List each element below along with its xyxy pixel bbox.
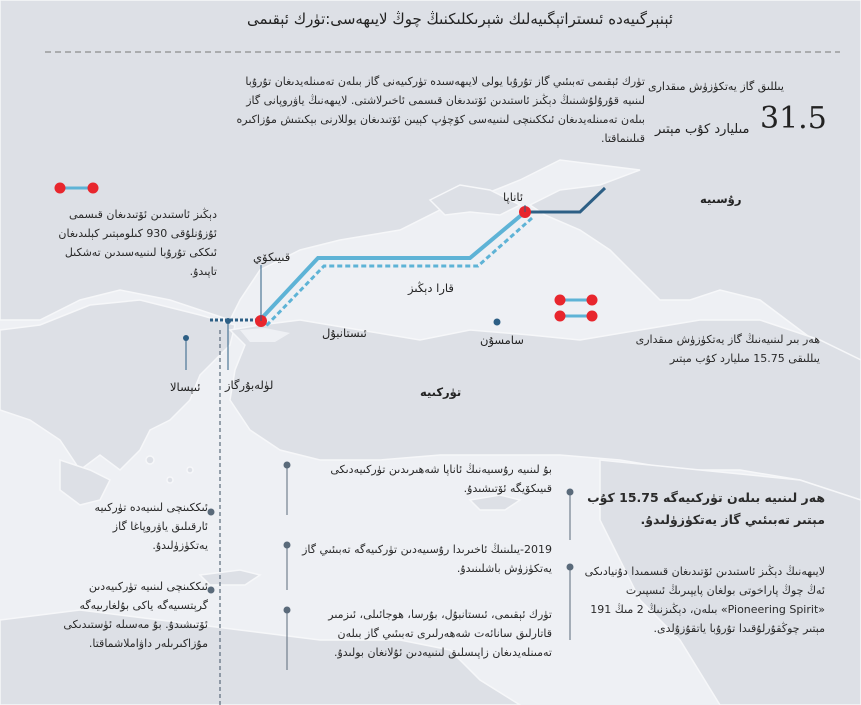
note-left-2: ئىككىنچى لىنىيە تۈركىيەدىن گرېتسىيەگە ياكى بۇلغارىيەگە ئۆتىشىدۇ. بۇ مەسىلە ئۈستىدىكى مۇزاكىرىلەر داۋاملاشماقتا. bbox=[63, 580, 208, 650]
place-ipsala: ئىپسالا bbox=[170, 380, 201, 394]
annual-value: 31.5 bbox=[760, 101, 827, 136]
marker-samsun bbox=[494, 319, 501, 326]
intro-text: تۈرك ئېقىمى تەبىئىي گاز تۇرۇبا يولى لايىھەسىدە تۈركىيەنى گاز بىلەن تەمىنلەيدىغان تۇرۇبا لىنىيە قۇرۇلۇشىنىڭ دېڭىز ئاستىدىن ئۆتىدىغان قىسمى ئاخىرلاشتى. لايىھەنىڭ ياۋروپانى گاز بىلەن تەمىنلەيدىغان ئىككىنچى لىنىيەسى كۆچۈپ كېيىن ئۆتىدىغان يوللارنى بېكىتىش مۇزاكىرە قىلىنماقتا. bbox=[236, 75, 645, 145]
note-right-2: لايىھەنىڭ دېڭىز ئاستىدىن ئۆتىدىغان قىسمىدا دۇنيادىكى ئەڭ چوڭ پاراخوتى بولغان پايپىرىڭ ئىسپىرت «Pioneering Spirit» بىلەن، دېڭىزنىڭ 2 مىڭ 191 مېتىر چوڭقۇرلۇقىدا تۇرۇبا ياتقۇزۇلدى. bbox=[584, 565, 825, 635]
note-mid-1: بۇ لىنىيە رۇسىيەنىڭ ئاناپا شەھىرىدىن تۈركىيەدىكى قىيىكۆيگە ئۆتىشىدۇ. bbox=[330, 463, 552, 495]
land-crete bbox=[200, 570, 260, 585]
page-title: ئېنېرگىيەدە ئىستراتېگىيەلىك شېرىكلىكنىڭ چوڭ لايىھەسى:تۈرك ئېقىمى bbox=[246, 10, 674, 28]
place-luleburgaz: لۈلەبۇرگاز bbox=[225, 378, 274, 392]
note-mid-3: تۈرك ئېقىمى، ئىستانبۇل، بۇرسا، ھوجائىلى، ئىزمىر قاتارلىق سانائەت شەھەرلىرى تەبىئىي گاز بىلەن تەمىنلەيدىغان زاپىسلىق لىنىيەدىن ئۇلانغان بولىدۇ. bbox=[328, 608, 552, 659]
note-right-1: ھەر لىنىيە بىلەن تۈركىيەگە 15.75 كۇب مېتىر تەبىئىي گاز يەتكۈزۈلىدۇ. bbox=[587, 490, 825, 527]
annual-label: يىللىق گاز يەتكۈزۈش مىقدارى bbox=[648, 80, 784, 93]
place-russia: رۇسىيە bbox=[700, 192, 742, 206]
place-istanbul: ئىستانبۇل bbox=[322, 326, 367, 340]
place-anapa: ئاناپا bbox=[503, 190, 524, 204]
legend-pipeline-text: دېڭىز ئاستىدىن ئۆتىدىغان قىسمى ئۇزۇنلۇقى 930 كىلومېتىر كېلىدىغان ئىككى تۇرۇبا لىنىيەسىدىن تەشكىل تاپىدۇ. bbox=[58, 208, 217, 278]
place-kiyikoy: قىيىكۆي bbox=[253, 250, 291, 264]
note-mid-2: 2019-يىلىنىڭ ئاخىرىدا رۇسىيەدىن تۈركىيەگە تەبىئىي گاز يەتكۈزۈش باشلىنىدۇ. bbox=[302, 543, 552, 575]
annual-unit: مىليارد كۇب مېتىر bbox=[655, 122, 750, 137]
note-left-1: ئىككىنچى لىنىيەدە تۈركىيە ئارقىلىق ياۋروپاغا گاز يەتكۈزۈلىدۇ. bbox=[94, 501, 208, 552]
place-turkey: تۈركىيە bbox=[420, 385, 462, 399]
place-black-sea: قارا دېڭىز bbox=[408, 281, 454, 295]
legend-line-text: ھەر بىر لىنىيەنىڭ گاز يەتكۈزۈش مىقدارى يىللىقى 15.75 مىليارد كۇب مېتىر bbox=[635, 333, 820, 365]
place-samsun: سامسۇن bbox=[480, 333, 524, 347]
